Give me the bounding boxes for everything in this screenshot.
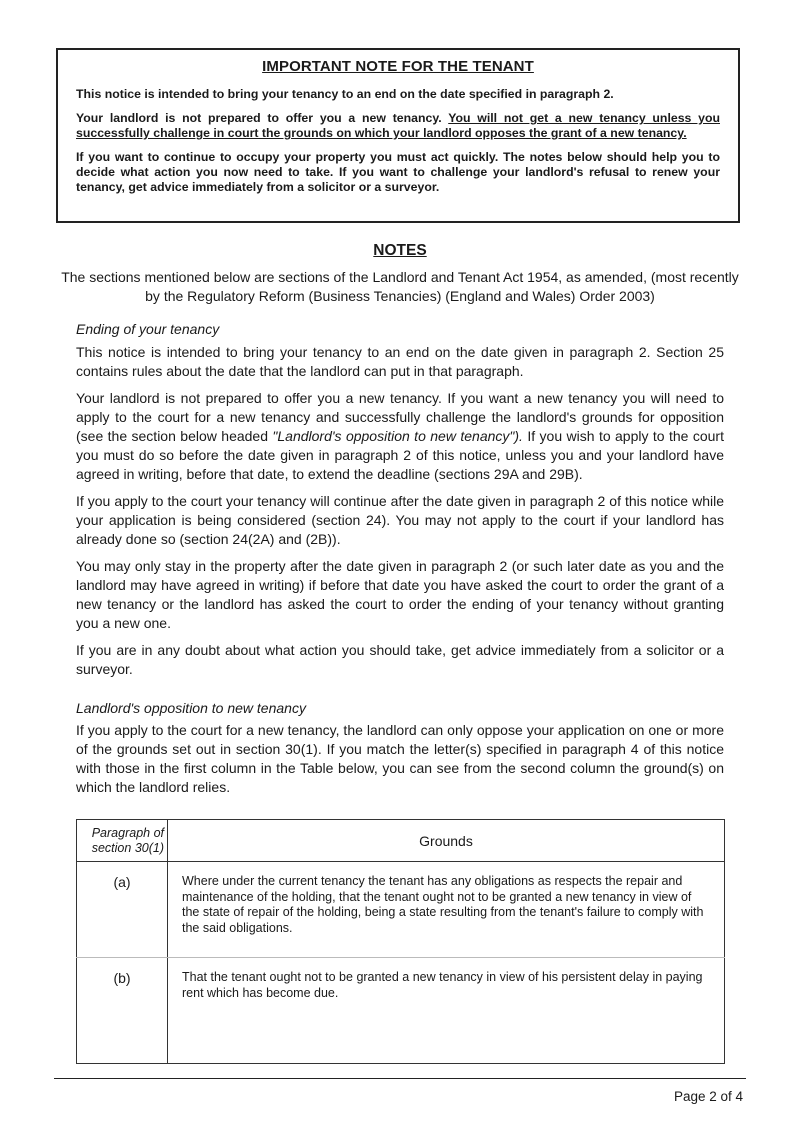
- table-header-row: [77, 820, 725, 862]
- ending-paragraph-4: You may only stay in the property after the date given in paragraph 2 (or such later date as you and the landlord may have agreed in writing) if before that date you have asked the court to order the grant of a new tenancy or the landlord has asked the court to order the ending of your tenancy without granting you a new one.: [76, 558, 724, 631]
- ending-paragraph-1: This notice is intended to bring your tenancy to an end on the date given in paragraph 2. Section 25 contains rules about the date that the landlord can put in that paragraph.: [76, 344, 724, 379]
- notice-paragraph-2: [76, 111, 720, 141]
- opposition-section: [76, 700, 724, 797]
- ending-paragraph-2-part-a: Your landlord is not prepared to offer you a new tenancy. If you want a new tenancy you will need to apply to the court for a new tenancy and successfully challenge the landlord's grounds for opposition (see the section below headed: [76, 390, 724, 444]
- important-notice-box: [56, 48, 740, 223]
- ending-paragraph-2: [76, 389, 724, 484]
- table-row: [77, 958, 725, 1064]
- ending-paragraph-2-part-b: If you wish to apply to the court you must do so before the date given in paragraph 2 of this notice, unless you and your landlord have agreed in writing, before that date, to extend the deadline (sections 29A and 29B).: [76, 428, 724, 482]
- ground-description: That the tenant ought not to be granted a new tenancy in view of his persistent delay in paying rent which has become due.: [168, 958, 725, 1064]
- notes-heading: NOTES: [373, 242, 427, 259]
- footer-divider: [54, 1078, 746, 1079]
- ground-letter: (a): [77, 862, 168, 958]
- ground-description: Where under the current tenancy the tenant has any obligations as respects the repair and maintenance of the holding, that the tenant ought not to be granted a new tenancy in view of the state of repair of the holding, being a state resulting from the tenant's failure to comply with the said obligations.: [168, 862, 725, 958]
- table-row: [77, 862, 725, 958]
- opposition-paragraph-1: If you apply to the court for a new tenancy, the landlord can only oppose your application on one or more of the grounds set out in section 30(1). If you match the letter(s) specified in paragraph 4 of this notice with those in the first column in the Table below, you can see from the second column the ground(s) on which the landlord relies.: [76, 722, 724, 795]
- column-header-paragraph: Paragraph of section 30(1): [77, 820, 168, 862]
- notes-intro: The sections mentioned below are sections of the Landlord and Tenant Act 1954, as amended, (most recently by the Regulatory Reform (Business Tenancies) (England and Wales) Order 2003): [61, 269, 739, 304]
- notice-title: IMPORTANT NOTE FOR THE TENANT: [262, 58, 534, 75]
- ending-heading: Ending of your tenancy: [76, 321, 220, 337]
- column-header-grounds: Grounds: [168, 820, 725, 862]
- ground-letter: (b): [77, 958, 168, 1064]
- notice-paragraph-1: This notice is intended to bring your tenancy to an end on the date specified in paragraph 2.: [76, 87, 614, 101]
- ending-section: [76, 321, 724, 679]
- ending-paragraph-2-reference: "Landlord's opposition to new tenancy").: [272, 428, 523, 444]
- opposition-heading: Landlord's opposition to new tenancy: [76, 700, 306, 716]
- notice-paragraph-2-warning: You will not get a new tenancy unless you successfully challenge in court the grounds on which your landlord opposes the grant of a new tenancy.: [76, 111, 720, 140]
- grounds-table: [76, 819, 725, 1064]
- ending-paragraph-5: If you are in any doubt about what action you should take, get advice immediately from a solicitor or a surveyor.: [76, 642, 724, 677]
- notice-paragraph-3: If you want to continue to occupy your property you must act quickly. The notes below should help you to decide what action you now need to take. If you want to challenge your landlord's refusal to renew your tenancy, get advice immediately from a solicitor or a surveyor.: [76, 150, 720, 194]
- notice-paragraph-2-start: Your landlord is not prepared to offer you a new tenancy.: [76, 111, 449, 125]
- page-number: Page 2 of 4: [673, 1089, 743, 1104]
- ending-paragraph-3: If you apply to the court your tenancy will continue after the date given in paragraph 2 of this notice while your application is being considered (section 24). You may not apply to the court if your landlord has already done so (section 24(2A) and (2B)).: [76, 493, 724, 547]
